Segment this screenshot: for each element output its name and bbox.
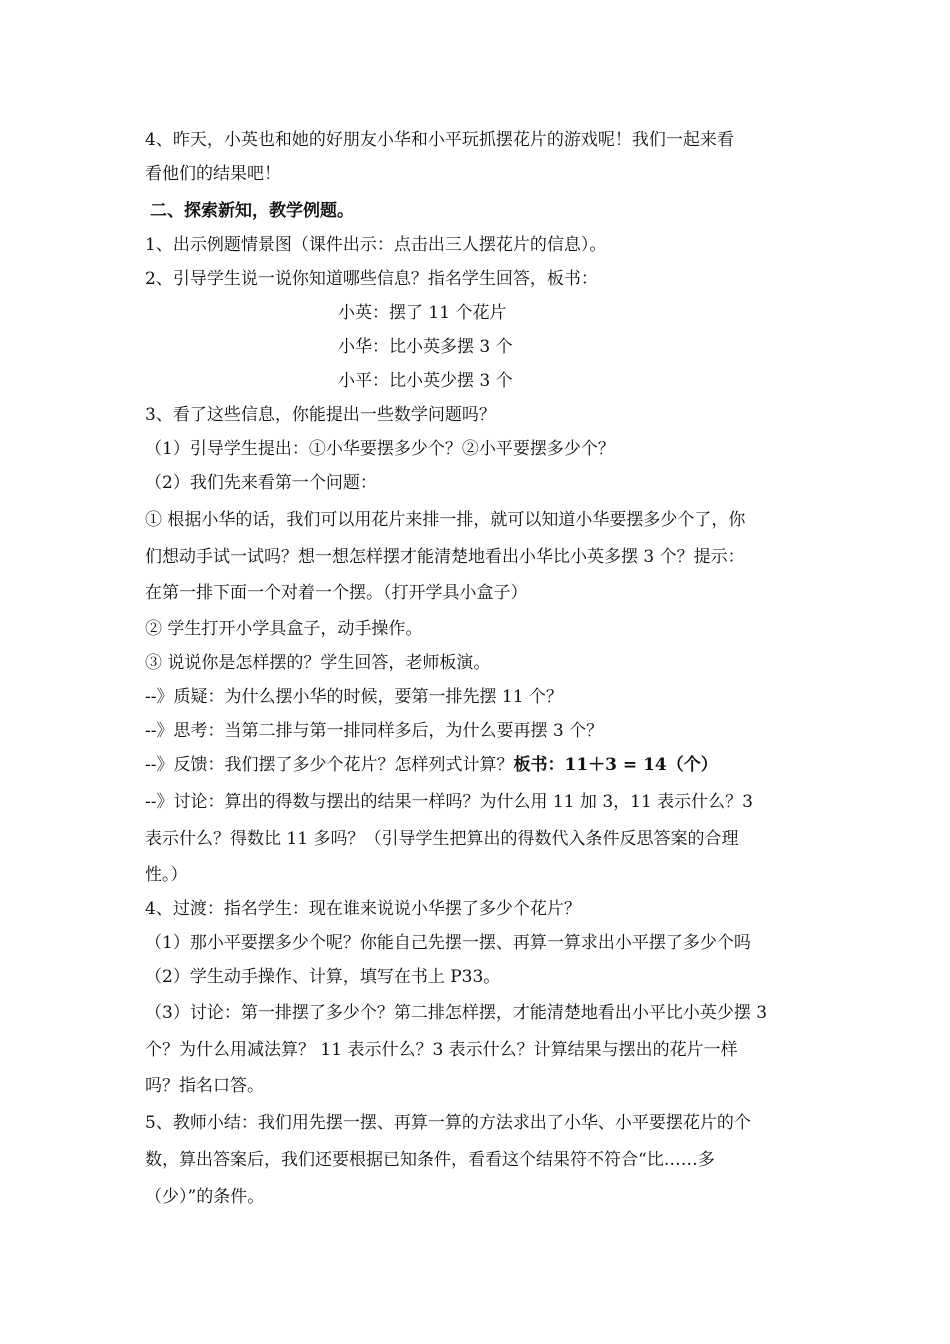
paragraph-line: 性。）: [145, 865, 188, 885]
paragraph-line: 个？为什么用减法算？ 11 表示什么？3 表示什么？计算结果与摆出的花片一样: [145, 1040, 738, 1060]
paragraph-line: 吗？指名口答。: [145, 1076, 264, 1096]
paragraph-line: 看他们的结果吧！: [145, 164, 281, 184]
paragraph-line: （少）”的条件。: [145, 1187, 265, 1207]
paragraph-line: --》思考：当第二排与第一排同样多后，为什么要再摆 3 个？: [145, 721, 604, 741]
section-heading: 二、探索新知，教学例题。: [150, 201, 354, 221]
board-note-line: 小平：比小英少摆 3 个: [338, 371, 513, 391]
feedback-text: --》反馈：我们摆了多少个花片？怎样列式计算？: [145, 755, 514, 775]
board-note-line: 小英：摆了 11 个花片: [338, 303, 507, 323]
paragraph-line: 2、引导学生说一说你知道哪些信息？指名学生回答，板书：: [145, 269, 598, 289]
board-note-line: 小华：比小英多摆 3 个: [338, 337, 513, 357]
board-formula: 板书：11＋3 = 14（个）: [513, 755, 718, 775]
paragraph-line: ② 学生打开小学具盒子，动手操作。: [145, 619, 423, 639]
paragraph-line: 表示什么？得数比 11 多吗？（引导学生把算出的得数代入条件反思答案的合理: [145, 829, 739, 849]
paragraph-line: 数，算出答案后，我们还要根据已知条件，看看这个结果符不符合“比……多: [145, 1150, 715, 1170]
paragraph-line: 4、过渡：指名学生：现在谁来说说小华摆了多少个花片？: [145, 899, 581, 919]
paragraph-line: （3）讨论：第一排摆了多少个？第二排怎样摆，才能清楚地看出小平比小英少摆 3: [145, 1003, 768, 1023]
paragraph-line: （1）那小平要摆多少个呢？你能自己先摆一摆、再算一算求出小平摆了多少个吗: [145, 933, 751, 953]
paragraph-line: （1）引导学生提出：①小华要摆多少个？②小平要摆多少个？: [145, 439, 615, 459]
paragraph-line: 5、教师小结：我们用先摆一摆、再算一算的方法求出了小华、小平要摆花片的个: [145, 1113, 751, 1133]
paragraph-line: ③ 说说你是怎样摆的？学生回答，老师板演。: [145, 653, 491, 673]
paragraph-line: --》质疑：为什么摆小华的时候，要第一排先摆 11 个？: [145, 687, 563, 707]
paragraph-line: （2）我们先来看第一个问题：: [145, 473, 377, 493]
paragraph-line: 3、看了这些信息，你能提出一些数学问题吗？: [145, 405, 496, 425]
paragraph-line: 在第一排下面一个对着一个摆。（打开学具小盒子）: [145, 583, 528, 603]
paragraph-line: 4、昨天，小英也和她的好朋友小华和小平玩抓摆花片的游戏呢！我们一起来看: [145, 130, 734, 150]
paragraph-line: ① 根据小华的话，我们可以用花片来排一排，就可以知道小华要摆多少个了，你: [145, 510, 746, 530]
paragraph-line: （2）学生动手操作、计算，填写在书上 P33。: [145, 967, 501, 987]
paragraph-line: 们想动手试一试吗？想一想怎样摆才能清楚地看出小华比小英多摆 3 个？提示：: [145, 547, 745, 567]
paragraph-line: --》讨论：算出的得数与摆出的结果一样吗？为什么用 11 加 3，11 表示什么？3: [145, 792, 753, 812]
paragraph-line: 1、出示例题情景图（课件出示：点击出三人摆花片的信息）。: [145, 235, 607, 255]
paragraph-line: [145, 748, 718, 782]
